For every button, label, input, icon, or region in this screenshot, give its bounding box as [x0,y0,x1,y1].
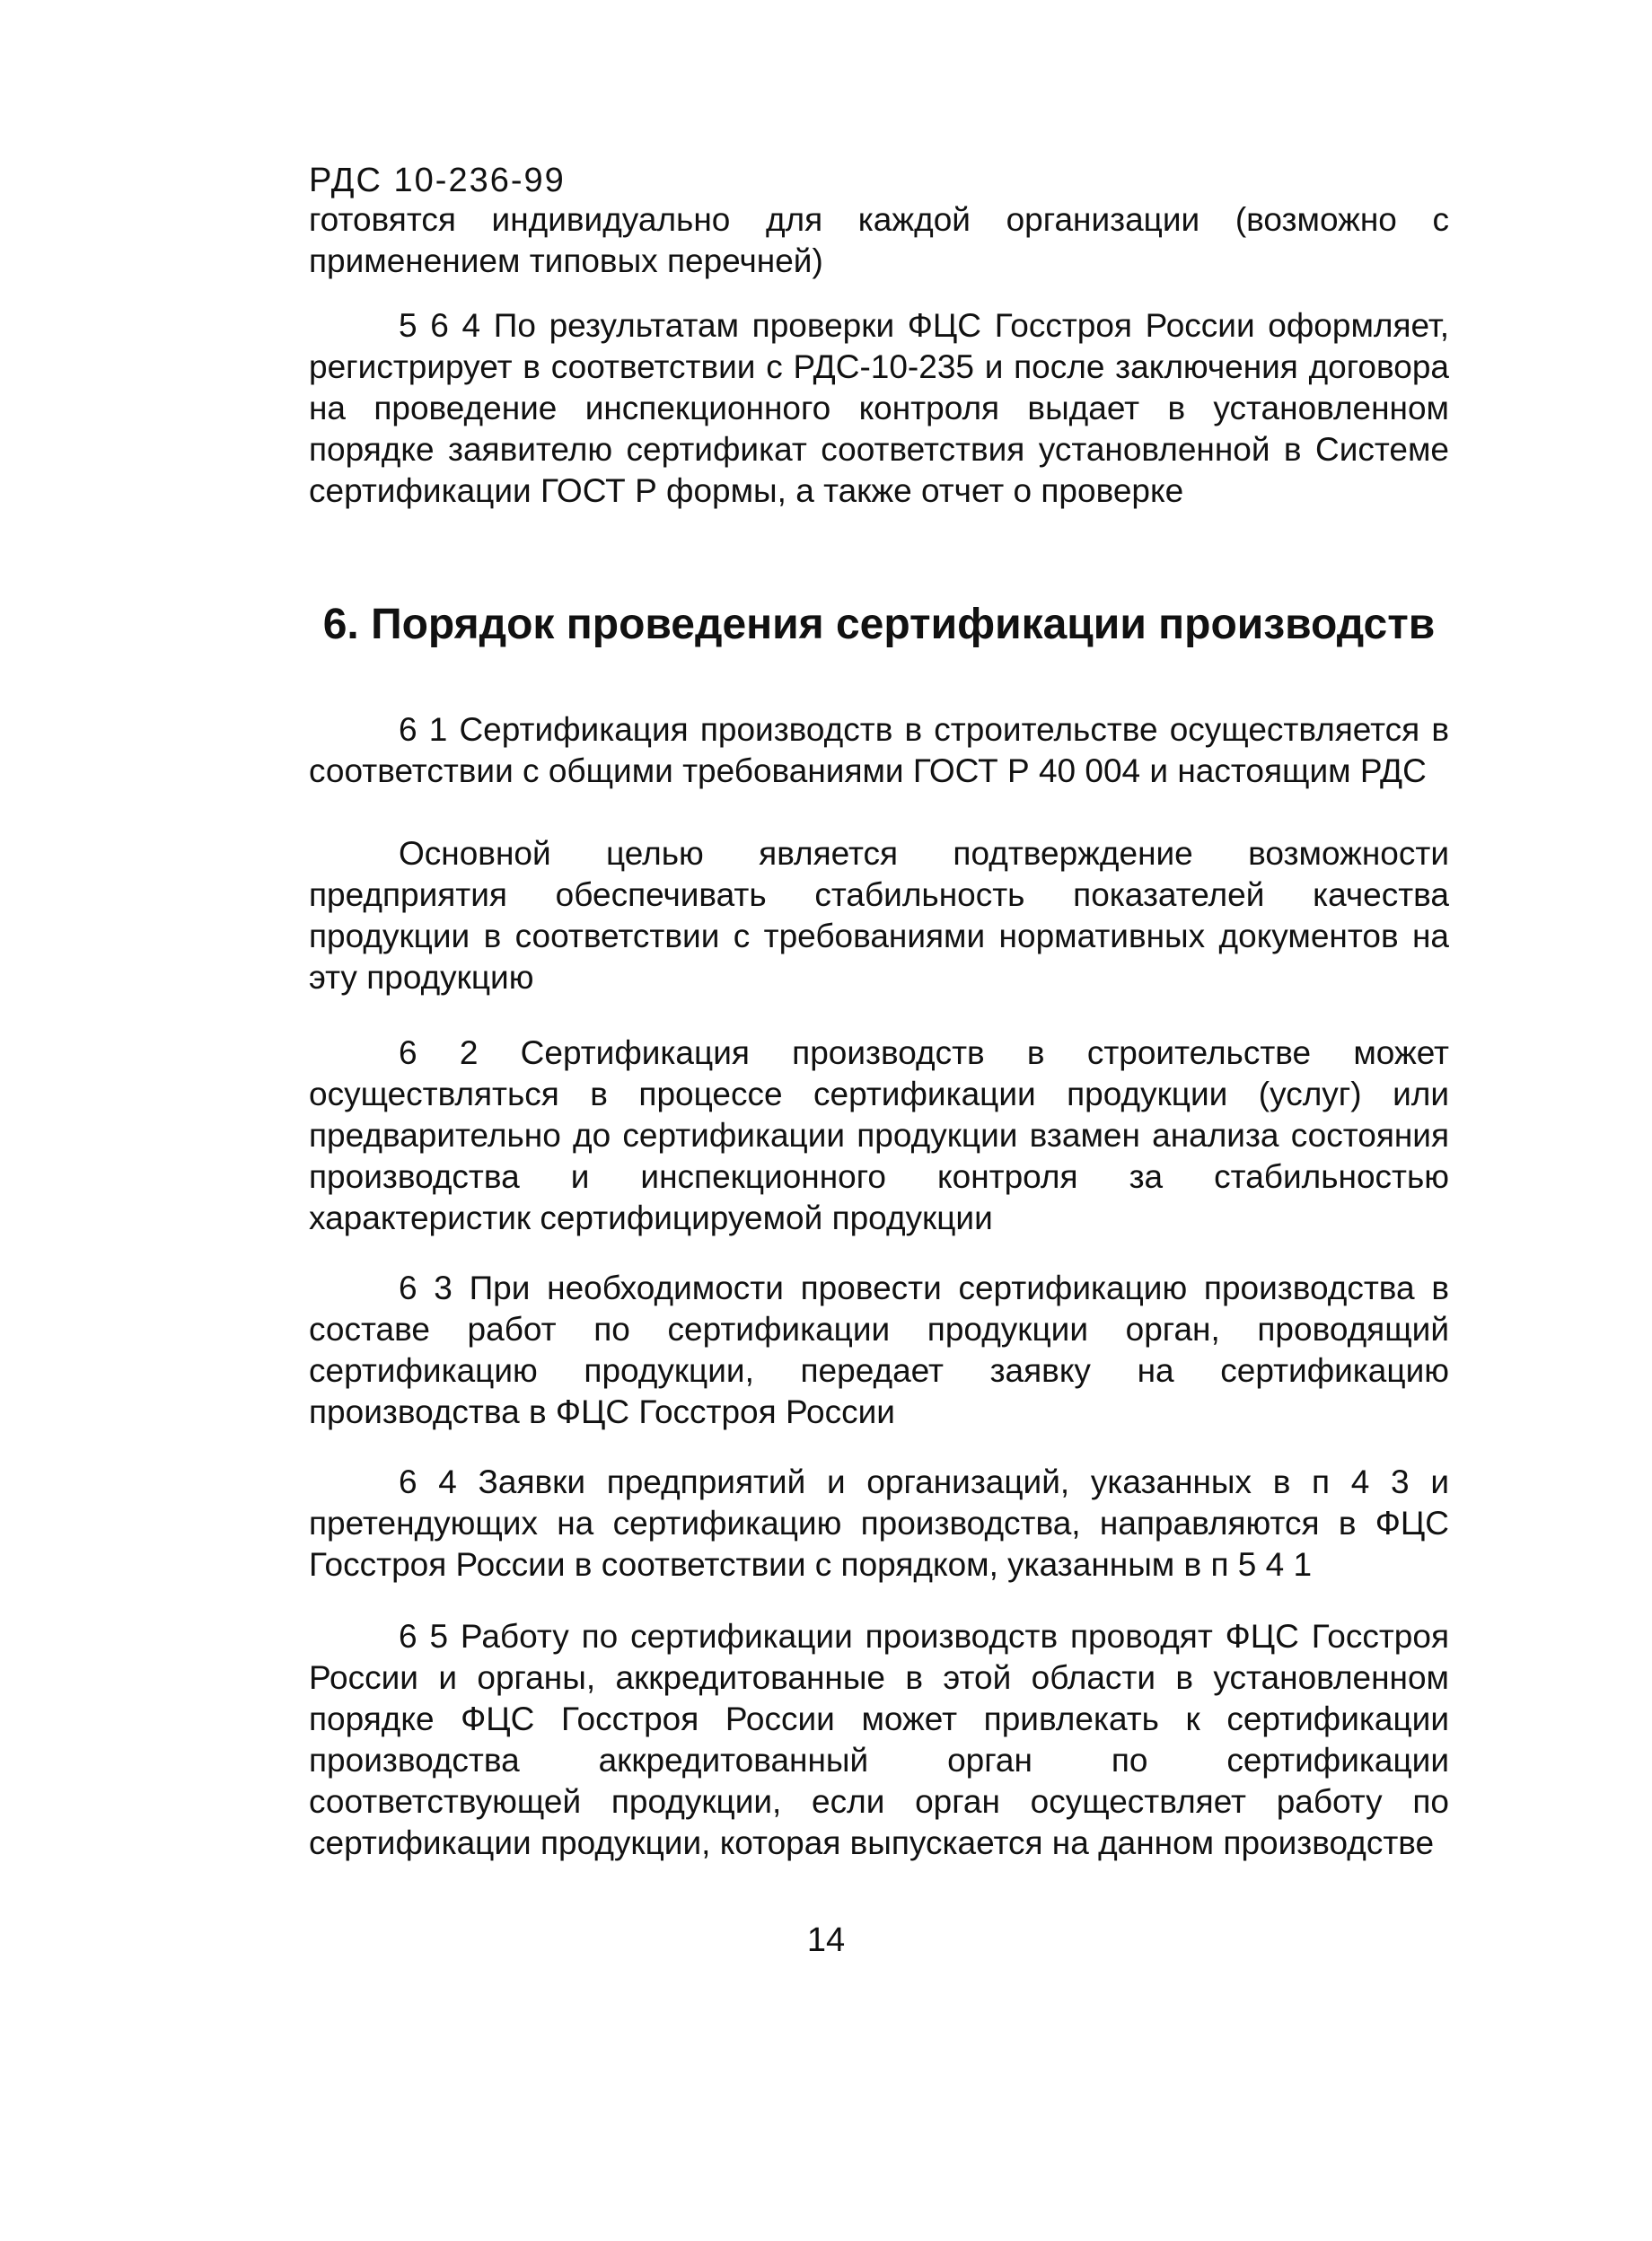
page-number: 14 [806,1921,846,1959]
paragraph-continuation: готовятся индивидуально для каждой организации (возможно с применением типовых перечней) [309,201,1449,279]
paragraph-5-6-4: 5 6 4 По результатам проверки ФЦС Госстроя России оформляет, регистрирует в соответствии с РДС-10-235 и после заключения договора на проведение инспекционного контроля выдает в установленном порядке заявителю сертификат соответствия установленной в Системе сертификации ГОСТ Р формы, а также отчет о проверке [309,307,1449,509]
paragraph-6-2: 6 2 Сертификация производств в строительстве может осуществляться в процессе сертификации продукции (услуг) или предварительно до сертификации продукции взамен анализа состояния производства и инспекционного контроля за стабильностью характеристик сертифицируемой продукции [309,1034,1449,1236]
document-code: РДС 10-236-99 [309,162,566,199]
paragraph-6-4: 6 4 Заявки предприятий и организаций, указанных в п 4 3 и претендующих на сертификацию производства, направляются в ФЦС Госстроя России в соответствии с порядком, указанным в п 5 4 1 [309,1463,1449,1583]
paragraph-6-5: 6 5 Работу по сертификации производств проводят ФЦС Госстроя России и органы, аккредитованные в этой области в установленном порядке ФЦС Госстроя России может привлекать к сертификации производства аккредитованный орган по сертификации соответствующей продукции, если орган осуществляет работу по сертификации продукции, которая выпускается на данном производстве [309,1618,1449,1861]
paragraph-6-1-goal: Основной целью является подтверждение возможности предприятия обеспечивать стабильность показателей качества продукции в соответствии с требованиями нормативных документов на эту продукцию [309,835,1449,996]
paragraph-6-3: 6 3 При необходимости провести сертификацию производства в составе работ по сертификации продукции орган, проводящий сертификацию продукции, передает заявку на сертификацию производства в ФЦС Госстроя России [309,1270,1449,1430]
section-heading: 6. Порядок проведения сертификации производств [322,601,1436,648]
paragraph-6-1: 6 1 Сертификация производств в строительстве осуществляется в соответствии с общими требованиями ГОСТ Р 40 004 и настоящим РДС [309,711,1449,789]
